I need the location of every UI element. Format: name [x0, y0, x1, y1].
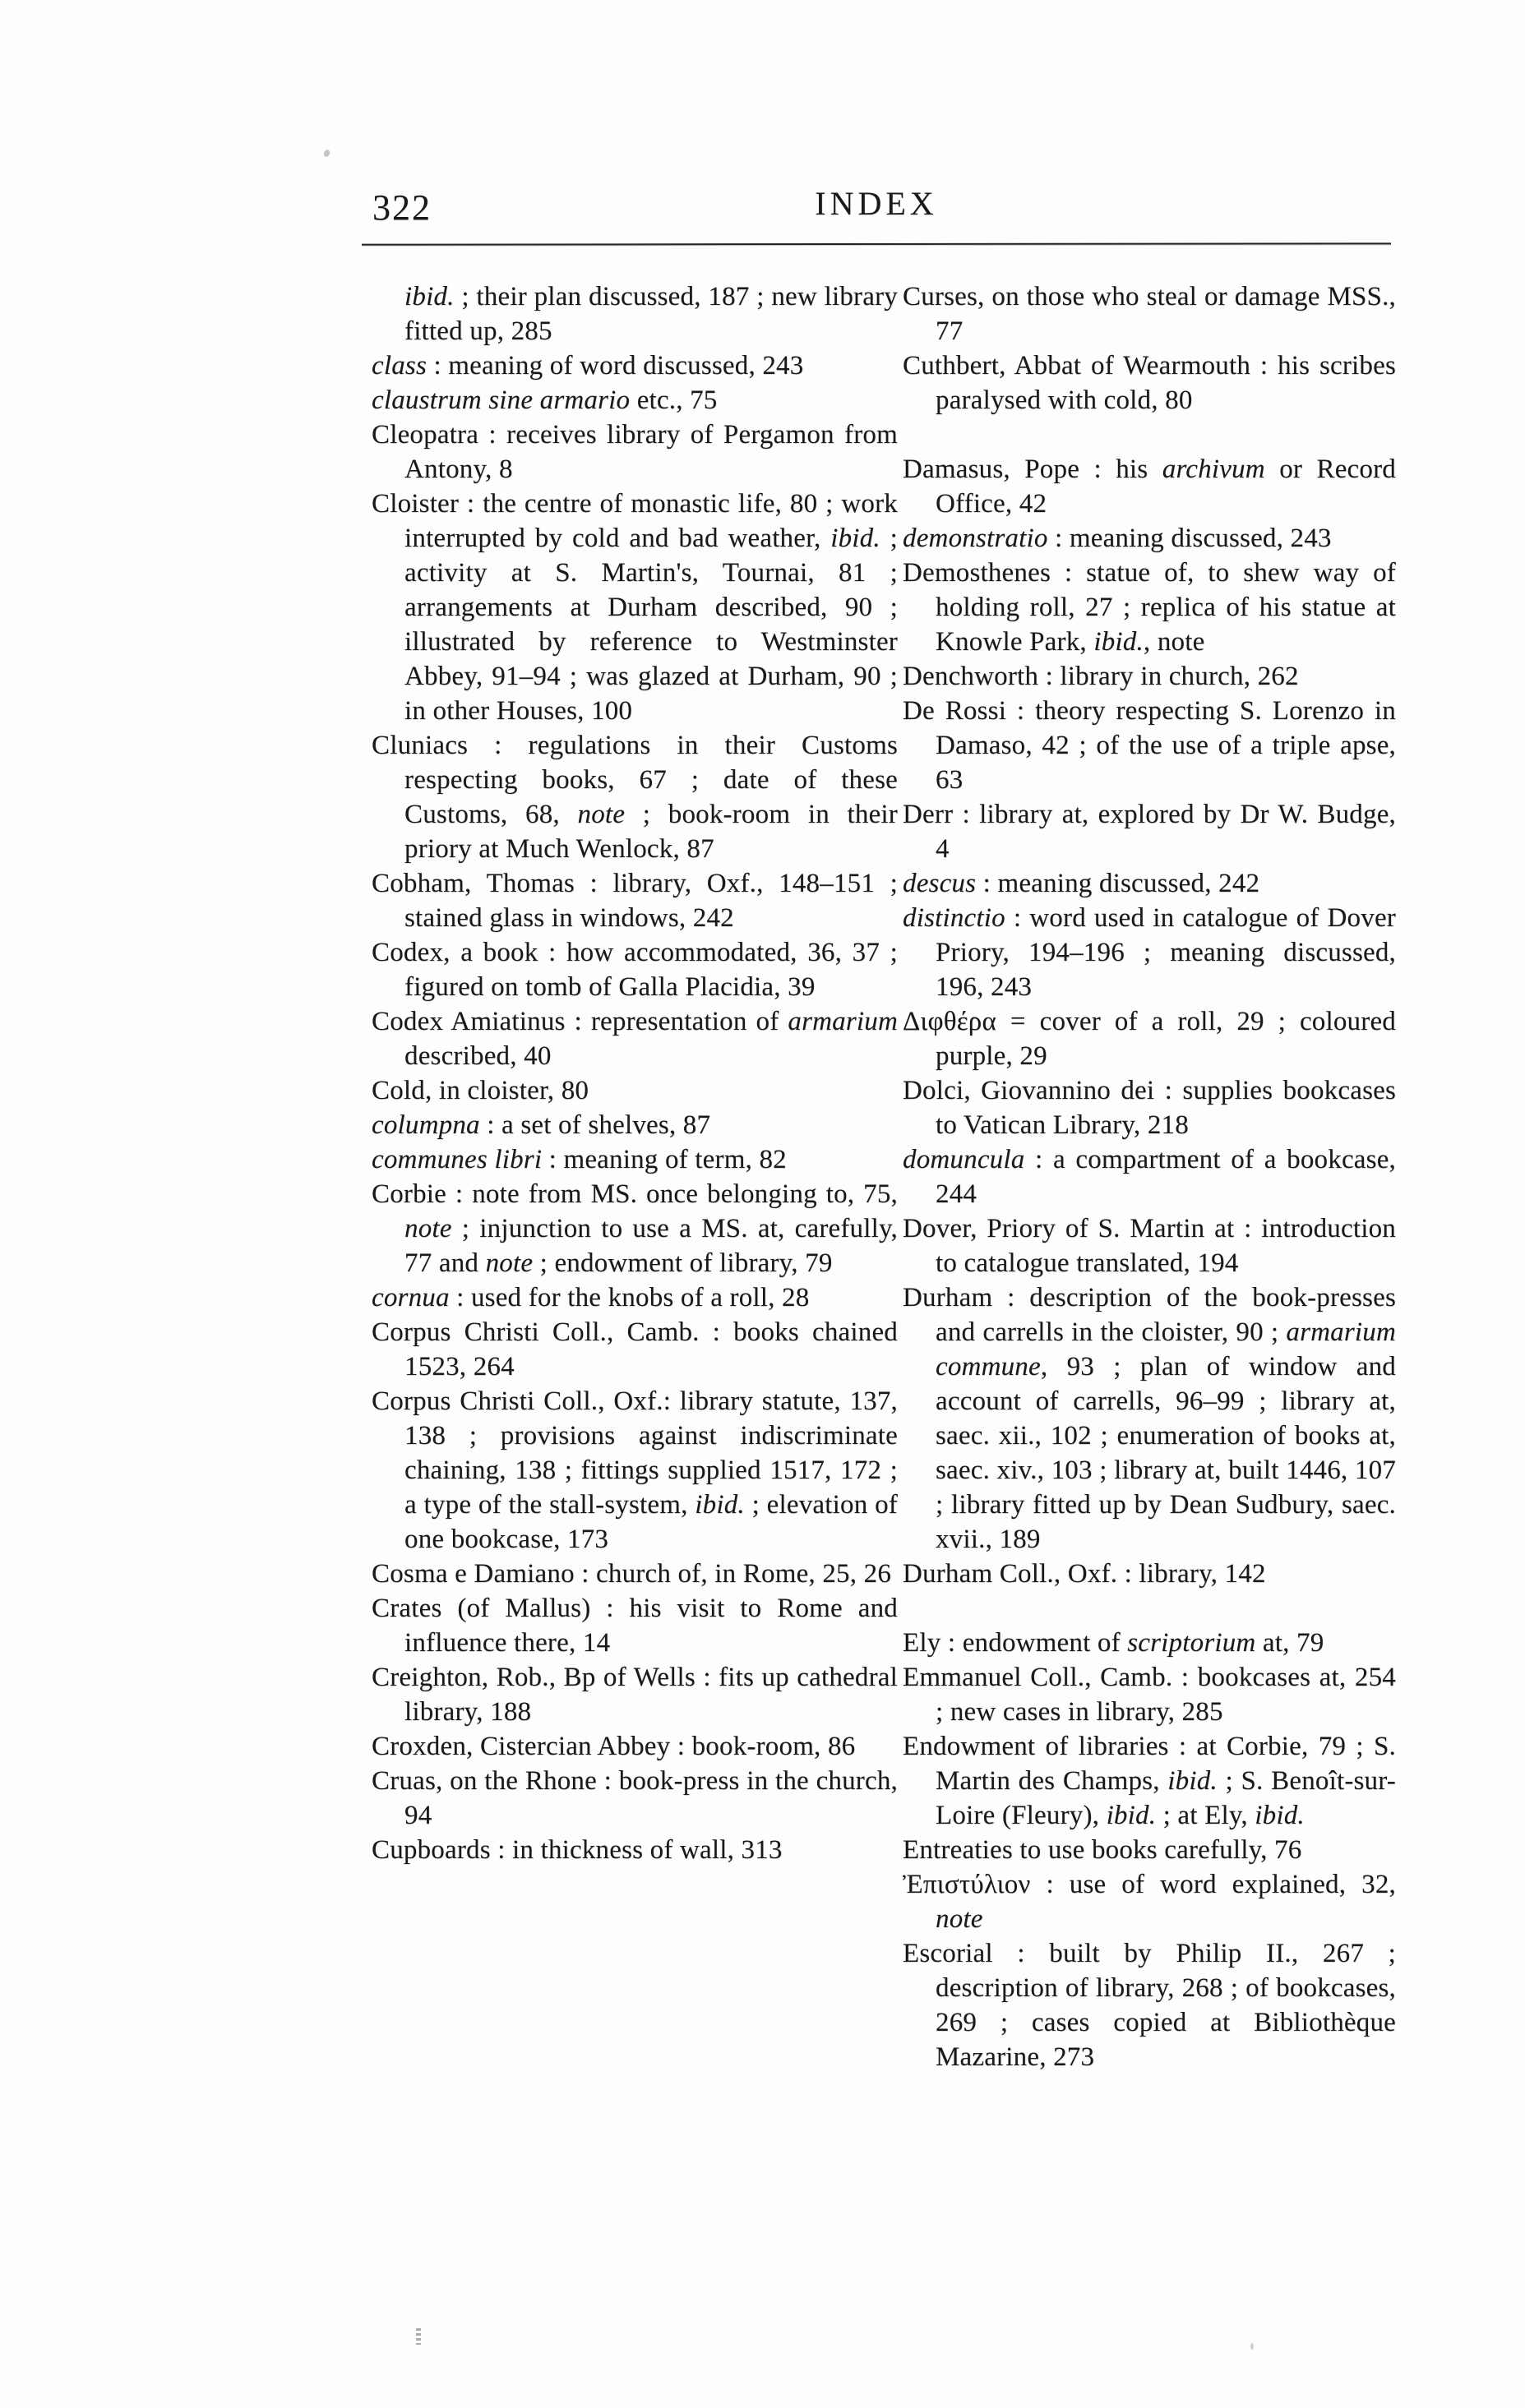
entry-text: Cosma e Damiano : church of, in Rome, 25, 26	[372, 1559, 892, 1589]
entry-text: Dolci, Giovannino dei : supplies bookcases to Vatican Library, 218	[903, 1076, 1396, 1140]
entry-text: Cloister : the centre of monastic life, 80 ; work interrupted by cold and bad weather,	[372, 489, 898, 553]
entry-text: described, 40	[404, 1041, 552, 1071]
entry-text: Derr : library at, explored by Dr W. Budge, 4	[903, 800, 1396, 864]
entry-text: Cupboards : in thickness of wall, 313	[372, 1835, 783, 1865]
entry-text: Corbie : note from MS. once belonging to, 75,	[372, 1179, 898, 1209]
entry-text: Cruas, on the Rhone : book-press in the church, 94	[372, 1766, 898, 1830]
entry-text: : word used in catalogue of Dover Priory, 194–196 ; meaning discussed, 196, 243	[936, 903, 1396, 1002]
index-entry	[372, 1557, 898, 1591]
entry-text-italic: communes libri	[372, 1145, 543, 1174]
entry-text-italic: ibid.	[1255, 1801, 1305, 1830]
index-entry	[903, 1936, 1396, 2074]
entry-text-italic: armarium	[788, 1007, 898, 1036]
entry-text: Codex, a book : how accommodated, 36, 37 ; figured on tomb of Galla Placidia, 39	[372, 938, 898, 1002]
index-entry	[903, 279, 1396, 348]
index-entry	[903, 1660, 1396, 1729]
index-entry	[372, 1764, 898, 1833]
index-entry	[372, 1315, 898, 1384]
index-entry	[372, 279, 898, 348]
scan-speck	[322, 149, 330, 158]
entry-text-italic: note	[577, 800, 626, 829]
entry-text: Cluniacs : regulations in their Customs respecting books, 67 ; date of these Customs, 68,	[372, 731, 898, 829]
index-entry	[903, 1729, 1396, 1833]
entry-text: Durham : description of the book-presses and carrells in the cloister, 90 ;	[903, 1283, 1396, 1347]
entry-text: : used for the knobs of a roll, 28	[449, 1283, 810, 1312]
entry-text: Durham Coll., Oxf. : library, 142	[903, 1559, 1266, 1589]
scan-speck	[416, 2328, 421, 2345]
index-entry	[372, 1591, 898, 1660]
entry-text: at, 79	[1255, 1628, 1324, 1658]
entry-text-italic: ibid.	[830, 524, 880, 553]
index-entry	[903, 1073, 1396, 1142]
entry-text: Codex Amiatinus : representation of	[372, 1007, 788, 1036]
entry-text: Ἐπιστύλιον : use of word explained, 32,	[903, 1870, 1396, 1899]
entry-text: ; S. Benoît-sur-Loire (Fleury),	[936, 1766, 1396, 1830]
index-entry	[372, 1073, 898, 1108]
entry-text: Cold, in cloister, 80	[372, 1076, 589, 1105]
index-left-column	[372, 279, 898, 1867]
entry-text-italic: ibid.	[695, 1490, 745, 1520]
entry-text-italic: note	[404, 1214, 452, 1243]
entry-text: Denchworth : library in church, 262	[903, 662, 1299, 691]
index-entry	[372, 348, 898, 383]
entry-text: ; their plan discussed, 187 ; new library fitted up, 285	[404, 282, 898, 346]
entry-text: Dover, Priory of S. Martin at : introduction to catalogue translated, 194	[903, 1214, 1396, 1278]
index-entry	[372, 1660, 898, 1729]
entry-text: : meaning of term, 82	[542, 1145, 787, 1174]
entry-text: Διφθέρα = cover of a roll, 29 ; coloured purple, 29	[903, 1007, 1396, 1071]
entry-text: : meaning discussed, 242	[976, 869, 1260, 898]
entry-text: Crates (of Mallus) : his visit to Rome and influence there, 14	[372, 1594, 898, 1658]
entry-text: : meaning of word discussed, 243	[427, 351, 804, 381]
index-entry	[372, 935, 898, 1004]
index-entry	[372, 1142, 898, 1177]
index-entry	[903, 1833, 1396, 1867]
index-entry	[903, 797, 1396, 866]
entry-text: Cleopatra : receives library of Pergamon from Antony, 8	[372, 420, 898, 484]
index-entry	[903, 1280, 1396, 1557]
scan-speck	[1250, 2343, 1254, 2350]
index-entry	[372, 487, 898, 728]
entry-text-italic: domuncula	[903, 1145, 1025, 1174]
index-entry	[903, 556, 1396, 659]
index-entry	[903, 1142, 1396, 1211]
entry-text: ; injunction to use a MS. at, carefully, 77 and	[404, 1214, 898, 1278]
index-right-column	[903, 279, 1396, 2074]
entry-text-italic: demonstratio	[903, 524, 1048, 553]
page-number: 322	[372, 187, 432, 228]
entry-text: Croxden, Cistercian Abbey : book-room, 86	[372, 1732, 856, 1761]
index-entry	[903, 452, 1396, 521]
entry-text-italic: ibid.	[1106, 1801, 1157, 1830]
entry-text: ; endowment of library, 79	[533, 1248, 833, 1278]
entry-text: ; at Ely,	[1156, 1801, 1255, 1830]
index-entry	[903, 901, 1396, 1004]
entry-text: : a compartment of a bookcase, 244	[936, 1145, 1396, 1209]
entry-text: Corpus Christi Coll., Oxf.: library statute, 137, 138 ; provisions against indiscriminate chaining, 138 ; fittings supplied 1517, 172 ; a type of the stall-system,	[372, 1386, 898, 1520]
index-entry	[372, 383, 898, 417]
entry-text-italic: archivum	[1162, 454, 1265, 484]
entry-text: Demosthenes : statue of, to shew way of holding roll, 27 ; replica of his statue at Knowle Park,	[903, 558, 1396, 657]
index-entry	[903, 348, 1396, 417]
index-entry	[372, 1004, 898, 1073]
index-entry	[903, 694, 1396, 797]
header-rule	[362, 242, 1391, 245]
entry-text-italic: note	[485, 1248, 534, 1278]
entry-text-italic: descus	[903, 869, 977, 898]
page-title: INDEX	[815, 185, 938, 222]
entry-text: Damasus, Pope : his	[903, 454, 1162, 484]
index-entry	[372, 1833, 898, 1867]
index-entry	[903, 1867, 1396, 1936]
index-entry	[372, 1729, 898, 1764]
entry-text: Curses, on those who steal or damage MSS., 77	[903, 282, 1396, 346]
entry-text: De Rossi : theory respecting S. Lorenzo in Damaso, 42 ; of the use of a triple apse, 63	[903, 696, 1396, 795]
entry-text: Corpus Christi Coll., Camb. : books chained 1523, 264	[372, 1317, 898, 1382]
entry-text: Emmanuel Coll., Camb. : bookcases at, 254 ; new cases in library, 285	[903, 1663, 1396, 1727]
entry-text-italic: ibid.	[404, 282, 455, 311]
entry-text: : a set of shelves, 87	[479, 1110, 711, 1140]
index-entry	[372, 1384, 898, 1557]
index-entry	[372, 866, 898, 935]
entry-text-italic: armarium commune	[936, 1317, 1396, 1382]
entry-text: ; elevation of one bookcase, 173	[404, 1490, 898, 1554]
entry-text: ; book-room in their priory at Much Wenlock, 87	[404, 800, 898, 864]
entry-text-italic: ibid.	[1167, 1766, 1218, 1796]
entry-text: Entreaties to use books carefully, 76	[903, 1835, 1302, 1865]
entry-text: , 93 ; plan of window and account of carrells, 96–99 ; library at, saec. xii., 102 ; enumeration of books at, saec. xiv., 103 ; library at, built 1446, 107 ; library fitted up by Dean Sudbury, saec. xvii., 189	[936, 1352, 1396, 1554]
entry-text-italic: cornua	[372, 1283, 450, 1312]
entry-text: etc., 75	[630, 385, 718, 415]
index-entry	[903, 1626, 1396, 1660]
entry-text-italic: note	[936, 1904, 983, 1934]
entry-text: Escorial : built by Philip II., 267 ; description of library, 268 ; of bookcases, 269 ; cases copied at Bibliothèque Mazarine, 273	[903, 1939, 1396, 2072]
index-entry	[903, 866, 1396, 901]
index-entry	[372, 1108, 898, 1142]
index-entry	[372, 417, 898, 487]
index-entry	[372, 1280, 898, 1315]
entry-text: Cuthbert, Abbat of Wearmouth : his scribes paralysed with cold, 80	[903, 351, 1396, 415]
entry-text: Ely : endowment of	[903, 1628, 1128, 1658]
entry-text: Endowment of libraries : at Corbie, 79 ; S. Martin des Champs,	[903, 1732, 1396, 1796]
entry-text-italic: ibid.	[1093, 627, 1144, 657]
entry-text-italic: distinctio	[903, 903, 1005, 933]
index-entry	[372, 728, 898, 866]
entry-text-italic: scriptorium	[1127, 1628, 1256, 1658]
index-entry	[903, 1211, 1396, 1280]
entry-text-italic: class	[372, 351, 427, 381]
entry-text: or Record Office, 42	[936, 454, 1396, 519]
index-entry	[903, 521, 1396, 556]
entry-text: Creighton, Rob., Bp of Wells : fits up cathedral library, 188	[372, 1663, 898, 1727]
entry-text: : meaning discussed, 243	[1047, 524, 1332, 553]
index-entry	[903, 1004, 1396, 1073]
entry-text: Cobham, Thomas : library, Oxf., 148–151 ; stained glass in windows, 242	[372, 869, 898, 933]
entry-text-italic: columpna	[372, 1110, 480, 1140]
entry-text: ; activity at S. Martin's, Tournai, 81 ; arrangements at Durham described, 90 ; illustrated by reference to Westminster Abbey, 91–94 ; was glazed at Durham, 90 ; in other Houses, 100	[404, 524, 898, 726]
index-entry	[903, 1557, 1396, 1591]
entry-text-italic: claustrum sine armario	[372, 385, 631, 415]
index-entry	[903, 659, 1396, 694]
index-entry	[372, 1177, 898, 1280]
entry-text: , note	[1143, 627, 1205, 657]
